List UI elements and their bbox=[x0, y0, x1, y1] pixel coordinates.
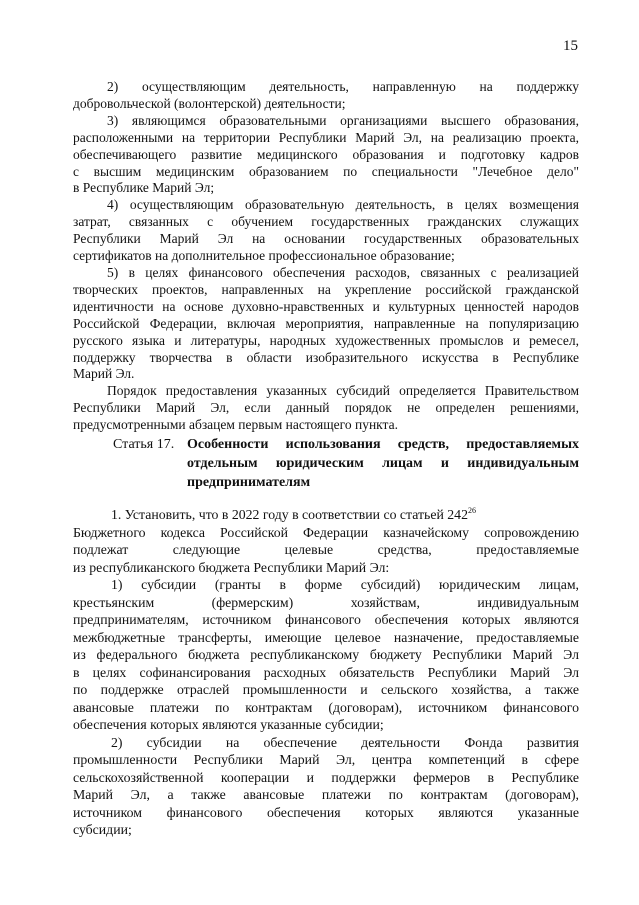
text-line: 2) субсидии на обеспечение деятельности Фонда развития bbox=[111, 734, 579, 750]
text-line: источником финансового обеспечения которых являются указанные bbox=[73, 804, 579, 820]
text-line: по поддержке отраслей промышленности и сельского хозяйства, а также bbox=[73, 682, 579, 697]
paragraph-point-1 bbox=[73, 506, 579, 576]
article-body bbox=[73, 506, 579, 839]
text-line bbox=[73, 506, 579, 524]
text-line: русского языка и литературы, народных художественных промыслов и ремесел, bbox=[73, 332, 579, 348]
text-line: 5) в целях финансового обеспечения расходов, связанных с реализацией bbox=[107, 264, 579, 280]
text-line: Бюджетного кодекса Российской Федерации казначейскому сопровождению bbox=[73, 524, 579, 540]
intro-section bbox=[73, 79, 579, 434]
text-line: предусмотренными абзацем первым настоящего пункта. bbox=[73, 417, 398, 433]
text-line: в Республике Марий Эл; bbox=[73, 180, 215, 196]
text-line: идентичности на основе духовно-нравственных и культурных ценностей народов bbox=[73, 298, 579, 314]
text-line: из федерального бюджета республиканскому бюджету Республики Марий Эл bbox=[73, 647, 579, 662]
text-run: 1. Установить, что в 2022 году в соответствии со статьей 242 bbox=[111, 507, 468, 522]
text-line: сертификатов на дополнительное профессиональное образование; bbox=[73, 248, 455, 264]
paragraph-item-2 bbox=[73, 79, 579, 113]
text-line: 4) осуществляющим образовательную деятельность, в целях возмещения bbox=[107, 197, 579, 213]
text-line: расположенными на территории Республики Марий Эл, на реализацию проекта, bbox=[73, 129, 579, 145]
text-line: обеспечивающего развитие медицинского образования и подготовку кадров bbox=[73, 146, 579, 162]
text-line: творческих проектов, направленных на укрепление российской гражданской bbox=[73, 281, 579, 297]
text-line: добровольческой (волонтерской) деятельности; bbox=[73, 95, 346, 111]
paragraph-item-3 bbox=[73, 113, 579, 198]
text-line: Республики Марий Эл на основании государственных образовательных bbox=[73, 231, 579, 247]
page-number: 15 bbox=[563, 38, 578, 54]
text-line: 2) осуществляющим деятельность, направленную на поддержку bbox=[107, 79, 579, 94]
article-number: Статья 17. bbox=[113, 437, 175, 452]
paragraph-item-4 bbox=[73, 197, 579, 265]
title-line: Особенности использования средств, предоставляемых bbox=[187, 437, 579, 452]
paragraph-procedure bbox=[73, 383, 579, 434]
text-line: крестьянским (фермерским) хозяйствам, индивидуальным bbox=[73, 594, 579, 610]
text-line: межбюджетные трансферты, имеющие целевое назначение, предоставляемые bbox=[73, 629, 579, 645]
title-line: предпринимателям bbox=[187, 475, 311, 490]
text-line: 3) являющимся образовательными организациями высшего образования, bbox=[107, 112, 579, 128]
text-line: авансовые платежи по контрактам (договорам), источником финансового bbox=[73, 699, 579, 715]
text-line: Республики Марий Эл, если данный порядок не определен решениями, bbox=[73, 400, 579, 416]
text-line: обеспечения которых являются указанные субсидии; bbox=[73, 717, 384, 732]
text-line: Российской Федерации, включая мероприятия, направленные на популяризацию bbox=[73, 315, 579, 331]
text-line: затрат, связанных с обучением государственных гражданских служащих bbox=[73, 214, 579, 230]
paragraph-subitem-2 bbox=[73, 734, 579, 839]
text-line: поддержку творчества в области изобразительного искусства в Республике bbox=[73, 349, 579, 365]
text-line: предпринимателям, источником финансового обеспечения которых являются bbox=[73, 612, 579, 627]
paragraph-subitem-1 bbox=[73, 576, 579, 734]
text-line: сельскохозяйственной кооперации и поддержки фермеров в Республике bbox=[73, 769, 579, 785]
text-line: субсидии; bbox=[73, 822, 132, 837]
text-line: промышленности Республики Марий Эл, центра компетенций в сфере bbox=[73, 752, 579, 767]
text-line: 1) субсидии (гранты в форме субсидий) юридическим лицам, bbox=[111, 577, 579, 592]
article-title bbox=[187, 435, 579, 492]
superscript: 26 bbox=[467, 506, 476, 515]
title-line: отдельным юридическим лицам и индивидуальным bbox=[187, 456, 579, 471]
paragraph-item-5 bbox=[73, 265, 579, 383]
text-line: из республиканского бюджета Республики Марий Эл: bbox=[73, 559, 390, 575]
text-line: Порядок предоставления указанных субсидий определяется Правительством bbox=[107, 383, 579, 399]
text-line: в целях софинансирования расходных обязательств Республики Марий Эл bbox=[73, 664, 579, 680]
text-line: Марий Эл, а также авансовые платежи по контрактам (договорам), bbox=[73, 787, 579, 802]
text-line: Марий Эл. bbox=[73, 366, 135, 382]
text-line: подлежат следующие целевые средства, предоставляемые bbox=[73, 542, 579, 557]
text-line: с высшим медицинским образованием по специальности "Лечебное дело" bbox=[73, 163, 579, 179]
